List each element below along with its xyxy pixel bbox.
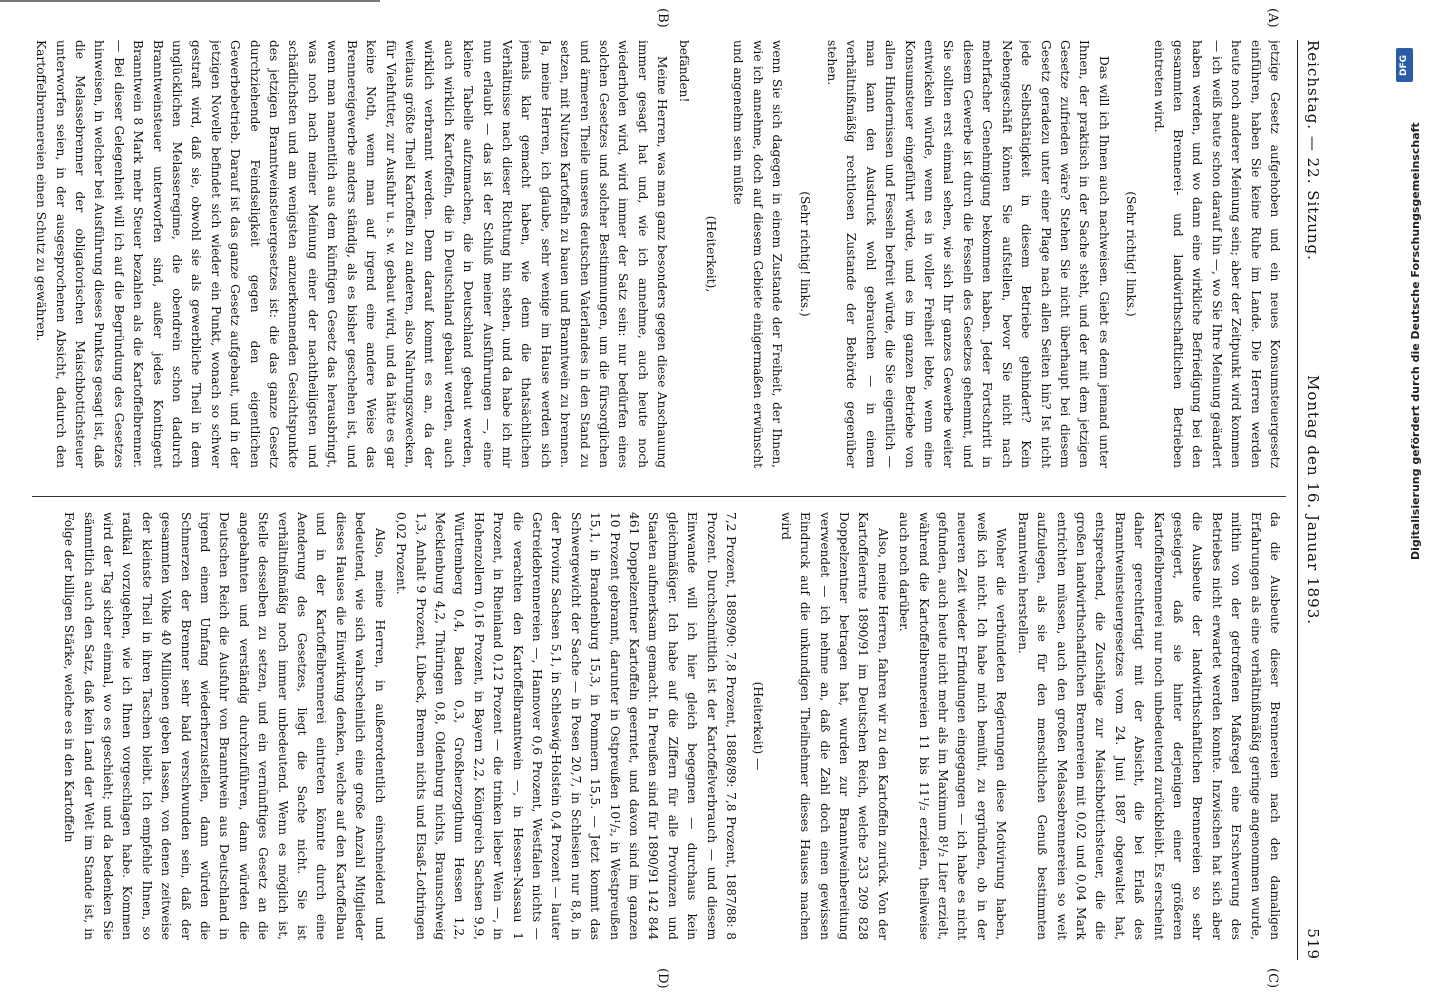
column-divider [32, 496, 1286, 497]
running-header [1297, 40, 1324, 960]
digitization-credit [1395, 40, 1422, 960]
paragraph: befänden! [676, 40, 691, 103]
interjection: (Sehr richtig! links.) [797, 191, 812, 317]
interjection: (Heiterkeit) — [751, 681, 766, 771]
header-left: Reichstag. — 22. Sitzung. [1304, 40, 1322, 261]
paragraph: Also, meine Herren, fahren wir zu den Kartoffeln zurück. Von der Kartoffelernte 1890/91 im Deutschen Reich, welche 233 209 828 Doppelzentner betragen hat, wurden zur Branntweinbereitung verwendet — ich nehme an, daß die Zahl doch einen gewissen Eindruck auf die unkundigen Theilnehmer dieses Hauses machen wird [778, 512, 890, 940]
margin-mark-c: (C) [1265, 968, 1280, 989]
paragraph: da die Ausbeute dieser Brennereien nach den damaligen Erfahrungen als eine verhältnißmäßig geringe angenommen wurde, mithin von der getroffenen Maßregel eine Erschwerung des Betriebes nicht erwartet werden konnte. Inzwischen hat sich aber die Ausbeute der landwirthschaftlichen Brennereien so sehr gesteigert, daß sie hinter derjenigen einer größeren Kartoffelbrennerei nur noch unbedeutend zurückbleibt. Es erscheint daher gerechtfertigt mit der Absicht, die bei Erlaß des Branntweinsteuergesetzes vom 24. Juni 1887 obgewaltet hat, entsprechend, die Zuschläge zur Maischbottichsteuer, die die großen landwirthschaftlichen Brennereien mit 0,02 und 0,04 Mark entrichten müssen, auch den großen Melassebrennereien so weit aufzulegen, als sie für den menschlichen Genuß bestimmten Branntwein herstellen. [1015, 512, 1282, 940]
margin-mark-d: (D) [655, 968, 670, 989]
interjection: (Sehr richtig! links.) [1124, 191, 1139, 317]
header-date: Montag den 16. Januar 1893. [1304, 374, 1322, 626]
paragraph: Das will ich Ihnen auch nachweisen. Giebt es denn jemand unter Ihnen, der praktisch in der Sache steht, und der mit dem jetzigen Gesetze zufrieden wäre? Stehen Sie nicht überhaupt bei diesem Gesetz geradezu unter einer Plage nach allen Seiten hin? Ist nicht jede Selbsthätigkeit in diesem Betriebe gehindert? Kein Nebengeschäft können Sie aufstellen, bevor Sie nicht nach mehrfacher Genehmigung bekommen haben. Jeder Fortschritt in diesem Gewerbe ist durch die Fesseln des Gesetzes gehemmt, und Sie sollten erst einmal sehen, wie sich Ihr ganzes Gewerbe weiter entwickeln würde, wenn es in voller Freiheit lebte, wenn eine Konsumsteuer eingeführt würde, und es im ganzen Betriebe von allen Hindernissen und Fesseln befreit würde, die Sie eigentlich — man kann den Ausdruck wohl gebrauchen — in einem verhältnißmäßig rechtlosen Zustande der Behörde gegenüber stehen. [825, 40, 1111, 468]
right-text-column [32, 512, 1284, 940]
left-text-column [32, 40, 1284, 468]
paragraph: Meine Herren, was man ganz besonders gegen diese Anschauung immer gesagt hat und, wie ich annehme, auch heute noch wiederholen wird, wird immer der Satz sein: nur bedürfen eines solchen Gesetzes und solcher Bestimmungen, um die fürsorglichen und ärmeren Theile unseres deutschen Vaterlandes in den Stand zu setzen, mit Nutzen Kartoffeln zu bauen und Branntwein zu brennen. Ja, meine Herren, ich glaube, sehr wenige im Hause werden sich jemals klar gemacht haben, wie denn die thatsächlichen Verhältnisse nach dieser Richtung hin stehen, und da habe ich mir nun erlaubt — das ist der Schluß meiner Ausführungen —, eine kleine Tabelle aufzumachen, die in Deutschland gebaut werden, auch wirklich Kartoffeln, die in Deutschland gebaut werden, auch wirklich verbrannt werden. Denn darauf kommt es an, da der weitaus größte Theil Kartoffeln zu anderen, also Nahrungszwecken, für Viehfutter, zur Ausfuhr u. s. w. gebaut wird, und da hätte es gar keine Noth, wenn man auf irgend eine andere Weise das Brennereigewerbe anders ständig, als es bisher geschehen ist, und wenn man namentlich aus dem künftigen Gesetz das herausbringt, was noch nach meiner Meinung einer der nachtheiligsten und schädlichsten und am wenigsten anzuerkennenden Gesichtspunkte des jetzigen Branntweinsteuergesetzes ist: die das ganze Gesetz durchziehende Feindseligkeit gegen den eigentlichen Gewerbebetrieb. Darauf ist das ganze Gesetz aufgebaut, und in der jetzigen Novelle befindet sich wieder ein Punkt, wonach so schwer gestraft wird, daß sie, obwohl sie als gewerbliche Theil in dem unglücklichen Melasseregime, die obendrein schon dadurch Branntweinsteuer unterworfen sind, außer jedes Kontingent Branntwein 8 Mark mehr Steuer bezahlen als die Kartoffelbrenner. — Bei dieser Gelegenheit will ich auf die Begründung des Gesetzes hinweisen, in welcher bei Ausführung dieses Punktes gesagt ist, daß die Melassebrenner der obligatorischen Maischbottichsteuer unterworfen seien, in der ausgesprochenen Absicht, dadurch den Kartoffelbrennereien einen Schutz zu gewähren. [34, 40, 670, 468]
page-number: 519 [1304, 928, 1322, 960]
paragraph: wenn Sie sich dagegen in einem Zustande der Freiheit, der Ihnen, wie ich annehme, doch auf diesem Gebiete einigermaßen erwünscht und angenehm sein müßte [731, 40, 785, 468]
paragraph: 7,2 Prozent, 1889/90: 7,8 Prozent, 1888/89: 7,8 Prozent, 1887/88: 8 Prozent. Durchschnittlich ist der Kartoffelverbrauch — und diesem Einwande will ich hier gleich begegnen — durchaus kein gleichmäßiger. Ich habe auf die Ziffern für alle Provinzen und Staaten aufmerksam gemacht. In Preußen sind für 1890/91 142 844 461 Doppelzentner Kartoffeln geerntet, und davon sind im ganzen 10 Prozent gebrannt, darunter in Ostpreußen 10¹/₂, in Westpreußen 15,1, in Brandenburg 15,3, in Pommern 15,5. — Jetzt kommt das Schwergewicht der Sache — in Posen 20,7, in Schlesien nur 8,8, in der Provinz Sachsen 5,1, in Schleswig-Holstein 0,4 Prozent — lauter Getreidebrennereien —, Hannover 0,6 Prozent, Westfalen nichts — die verachten den Kartoffelbranntwein —, in Hessen-Nassau 1 Prozent, in Rheinland 0,12 Prozent — die trinken lieber Wein —, in Hohenzollern 0,16 Prozent, in Bayern 2,2, Königreich Sachsen 9,9, Württemberg 0,4, Baden 0,3, Großherzogthum Hessen 1,2, Mecklenburg 4,2, Thüringen 0,8, Oldenburg nichts, Braunschweig 1,3, Anhalt 9 Prozent, Lübeck, Bremen nichts und Elsaß-Lothringen 0,02 Prozent. [394, 512, 739, 940]
paragraph: Woher die verbündeten Regierungen diese Motivirung haben, weiß ich nicht. Ich habe mich bemüht, zu ergründen, ob in der neueren Zeit wieder Erfindungen eingegangen — ich habe es nicht gefunden, auch heute nicht mehr als im Maximum 8¹/₂ Liter erzielt, während die Kartoffelbrennereien 11 bis 11¹/₂ erzielen, theilweise auch noch darüber. [897, 512, 1009, 940]
paragraph: Also, meine Herren, in außerordentlich einschneidend und bedeutend, wie sich wahrscheinlich eine große Anzahl Mitglieder dieses Hauses die Einwirkung denken, welche auf den Kartoffelbau und in der Kartoffelbrennerei eintreten könnte durch eine Aenderung des Gesetzes, liegt die Sache nicht. Sie ist verhältnißmäßig noch immer unbedeutend. Wenn es möglich ist, Stelle desselben zu setzen, und ein vernünftiges Gesetz an die angebahnten und verständig durchzuführen, dann würden die Deutschen Reich die Ausfuhr von Branntwein aus Deutschland in irgend einem Umfang wiederherzustellen, dann würden die Schmerzen der Brenner sehr bald verschwunden sein, daß der gesammten Volke 40 Millionen geben lassen, von denen zeitweise der kleinste Theil in ihren Taschen bleibt. Ich empfehle Ihnen, so radikal vorzugehen, wie ich Ihnen vorgeschlagen habe. Kommen wird der Tag sicher einmal, wo es geschieht; und da bedenken Sie sämmtlich auch den Satz, daß kein Land der Welt im Stande ist, in Folge der billigen Stärke, welche es in den Kartoffeln [62, 512, 387, 940]
dfg-logo: DFG [1396, 48, 1413, 82]
paragraph: jetzige Gesetz aufgehoben und ein neues Konsumsteuergesetz einführen, haben Sie keine Ruhe im Lande. Die Herren werden heute noch anderer Meinung sein; aber der Zeitpunkt wird kommen — ich weiß heute schon darauf hin —, wo Sie Ihre Meinung geändert haben werden, und wo dann eine wirkliche Befriedigung bei den gesammten Brennerei- und landwirthschaftlichen Betrieben eintreten wird. [1151, 40, 1282, 468]
interjection: (Heiterkeit), [704, 215, 719, 293]
credit-text: Digitalisierung gefördert durch die Deutsche Forschungsgemeinschaft [1409, 122, 1422, 560]
margin-mark-b: (B) [655, 8, 670, 28]
margin-mark-a: (A) [1265, 8, 1280, 28]
